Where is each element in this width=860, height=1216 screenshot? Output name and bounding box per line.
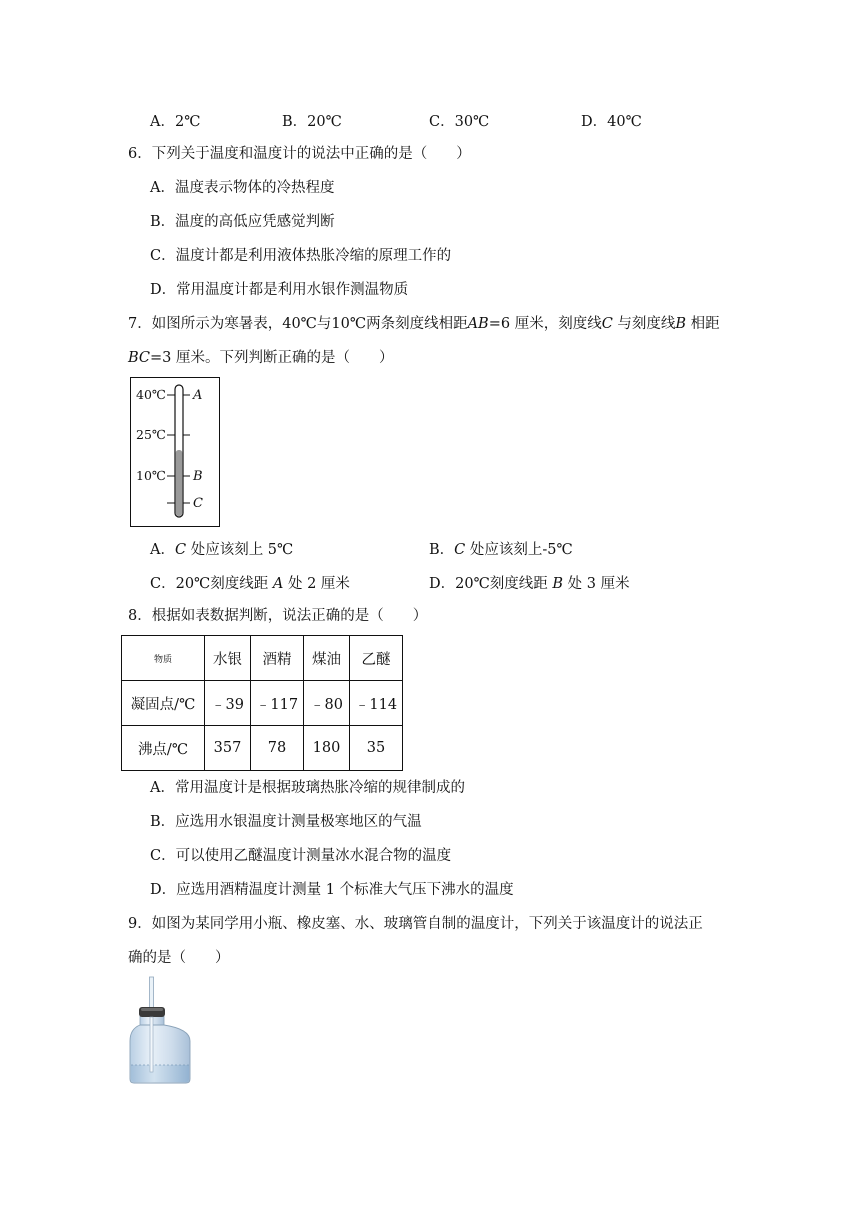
table-header-cell: 乙醚 <box>350 636 403 681</box>
table-cell: 78 <box>251 726 304 771</box>
q8-option-c: C．可以使用乙醚温度计测量冰水混合物的温度 <box>150 848 452 864</box>
q7-stem-line2: BC=3 厘米。下列判断正确的是（ ） <box>128 350 394 366</box>
q8-option-a: A．常用温度计是根据玻璃热胀冷缩的规律制成的 <box>150 780 465 796</box>
bottle-thermometer-icon <box>126 975 196 1087</box>
thermometer-label-40: 40℃ <box>136 387 166 402</box>
table-cell: 357 <box>205 726 251 771</box>
thermometer-letter-c: C <box>193 496 203 511</box>
table-cell: ﹣114 <box>350 681 403 726</box>
table-row <box>122 681 403 726</box>
q6-option-c: C．温度计都是利用液体热胀冷缩的原理工作的 <box>150 248 452 264</box>
thermometer-label-10: 10℃ <box>136 468 166 483</box>
table-row <box>122 726 403 771</box>
q6-option-a: A．温度表示物体的冷热程度 <box>150 180 335 196</box>
table-cell: 凝固点/℃ <box>122 681 205 726</box>
q7-option-d: D．20℃刻度线距 B 处 3 厘米 <box>429 576 630 592</box>
table-header-cell: 水银 <box>205 636 251 681</box>
q6-option-b: B．温度的高低应凭感觉判断 <box>150 214 335 230</box>
q9-stem-line2: 确的是（ ） <box>128 950 230 966</box>
q5-option-b: B．20℃ <box>282 114 342 130</box>
q5-option-d: D．40℃ <box>581 114 642 130</box>
q8-stem: 8．根据如表数据判断，说法正确的是（ ） <box>128 608 428 624</box>
table-header-row <box>122 636 403 681</box>
q5-option-a: A．2℃ <box>150 114 201 130</box>
q6-option-d: D．常用温度计都是利用水银作测温物质 <box>150 282 409 298</box>
table-cell: ﹣39 <box>205 681 251 726</box>
thermometer-figure <box>130 377 220 527</box>
table-cell: ﹣80 <box>304 681 350 726</box>
table-cell: 沸点/℃ <box>122 726 205 771</box>
q5-option-c: C．30℃ <box>429 114 490 130</box>
thermometer-letter-a: A <box>193 388 203 403</box>
q7-option-a: A．C 处应该刻上 5℃ <box>150 542 294 558</box>
table-header-cell: 煤油 <box>304 636 350 681</box>
q7-option-c: C．20℃刻度线距 A 处 2 厘米 <box>150 576 350 592</box>
table-header-cell: 物质 <box>122 636 205 681</box>
table-cell: ﹣117 <box>251 681 304 726</box>
thermometer-letter-b: B <box>193 469 203 484</box>
q7-stem-line1: 7．如图所示为寒暑表，40℃与10℃两条刻度线相距AB=6 厘米，刻度线C 与刻度线B 相距 <box>128 316 720 332</box>
q6-stem: 6．下列关于温度和温度计的说法中正确的是（ ） <box>128 146 471 162</box>
table-header-cell: 酒精 <box>251 636 304 681</box>
q9-stem-line1: 9．如图为某同学用小瓶、橡皮塞、水、玻璃管自制的温度计，下列关于该温度计的说法正 <box>128 916 703 932</box>
thermometer-label-25: 25℃ <box>136 427 166 442</box>
q8-option-d: D．应选用酒精温度计测量 1 个标准大气压下沸水的温度 <box>150 882 514 898</box>
q8-option-b: B．应选用水银温度计测量极寒地区的气温 <box>150 814 422 830</box>
substance-property-table <box>121 635 403 771</box>
q7-option-b: B．C 处应该刻上-5℃ <box>429 542 573 558</box>
table-cell: 180 <box>304 726 350 771</box>
table-cell: 35 <box>350 726 403 771</box>
